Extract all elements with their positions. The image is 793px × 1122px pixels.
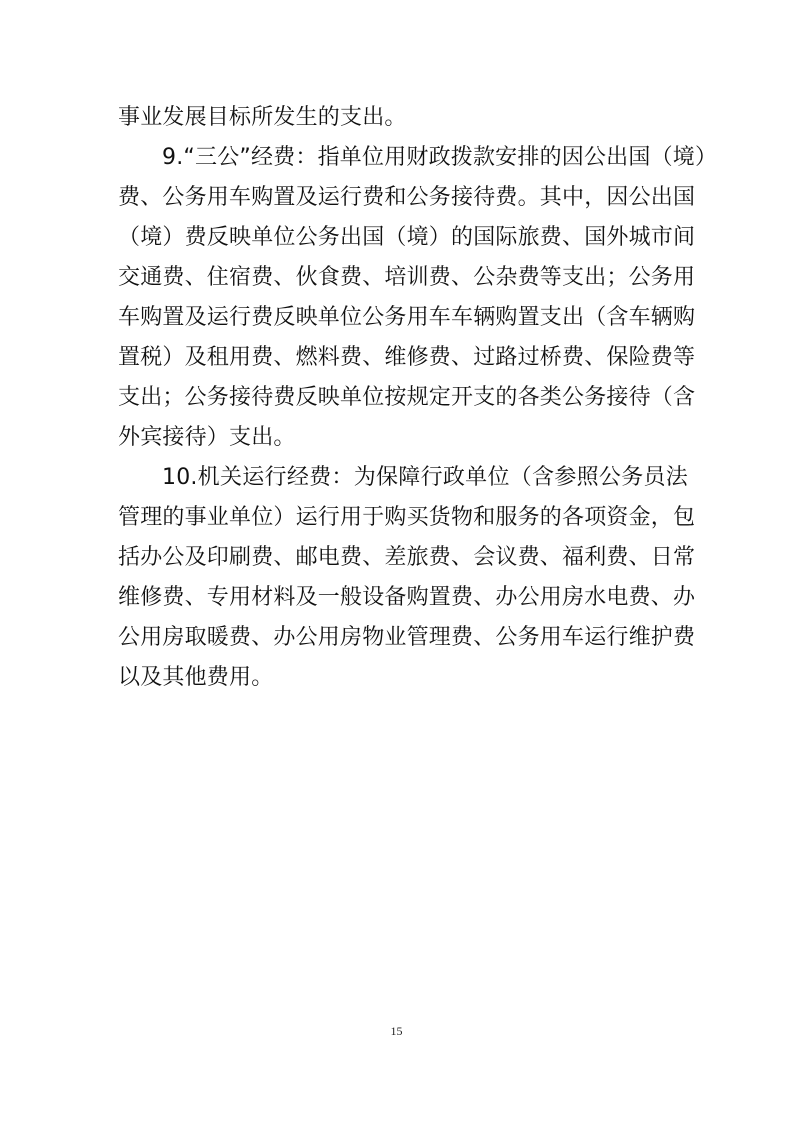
text-line: 以及其他费用。 (118, 665, 274, 690)
text-line: 管理的事业单位）运行用于购买货物和服务的各项资金，包 (118, 505, 696, 530)
text-line: 费、公务用车购置及运行费和公务接待费。其中，因公出国 (118, 185, 696, 210)
text-line: 置税）及租用费、燃料费、维修费、过路过桥费、保险费等 (118, 345, 696, 370)
text-line: 车购置及运行费反映单位公务用车车辆购置支出（含车辆购 (118, 305, 696, 330)
text-line: 括办公及印刷费、邮电费、差旅费、会议费、福利费、日常 (118, 545, 696, 570)
text-line: 事业发展目标所发生的支出。 (118, 105, 407, 130)
page-number: 15 (390, 1024, 403, 1038)
text-line: 支出；公务接待费反映单位按规定开支的各类公务接待（含 (118, 385, 696, 410)
text-line: （境）费反映单位公务出国（境）的国际旅费、国外城市间 (118, 225, 696, 250)
text-line: 10.机关运行经费：为保障行政单位（含参照公务员法 (162, 465, 688, 490)
text-line: 公用房取暖费、办公用房物业管理费、公务用车运行维护费 (118, 625, 696, 650)
text-line: 交通费、住宿费、伙食费、培训费、公杂费等支出；公务用 (118, 265, 696, 290)
text-line: 9.“三公”经费：指单位用财政拨款安排的因公出国（境） (162, 145, 718, 170)
text-line: 外宾接待）支出。 (118, 425, 296, 450)
text-line: 维修费、专用材料及一般设备购置费、办公用房水电费、办 (118, 585, 696, 610)
